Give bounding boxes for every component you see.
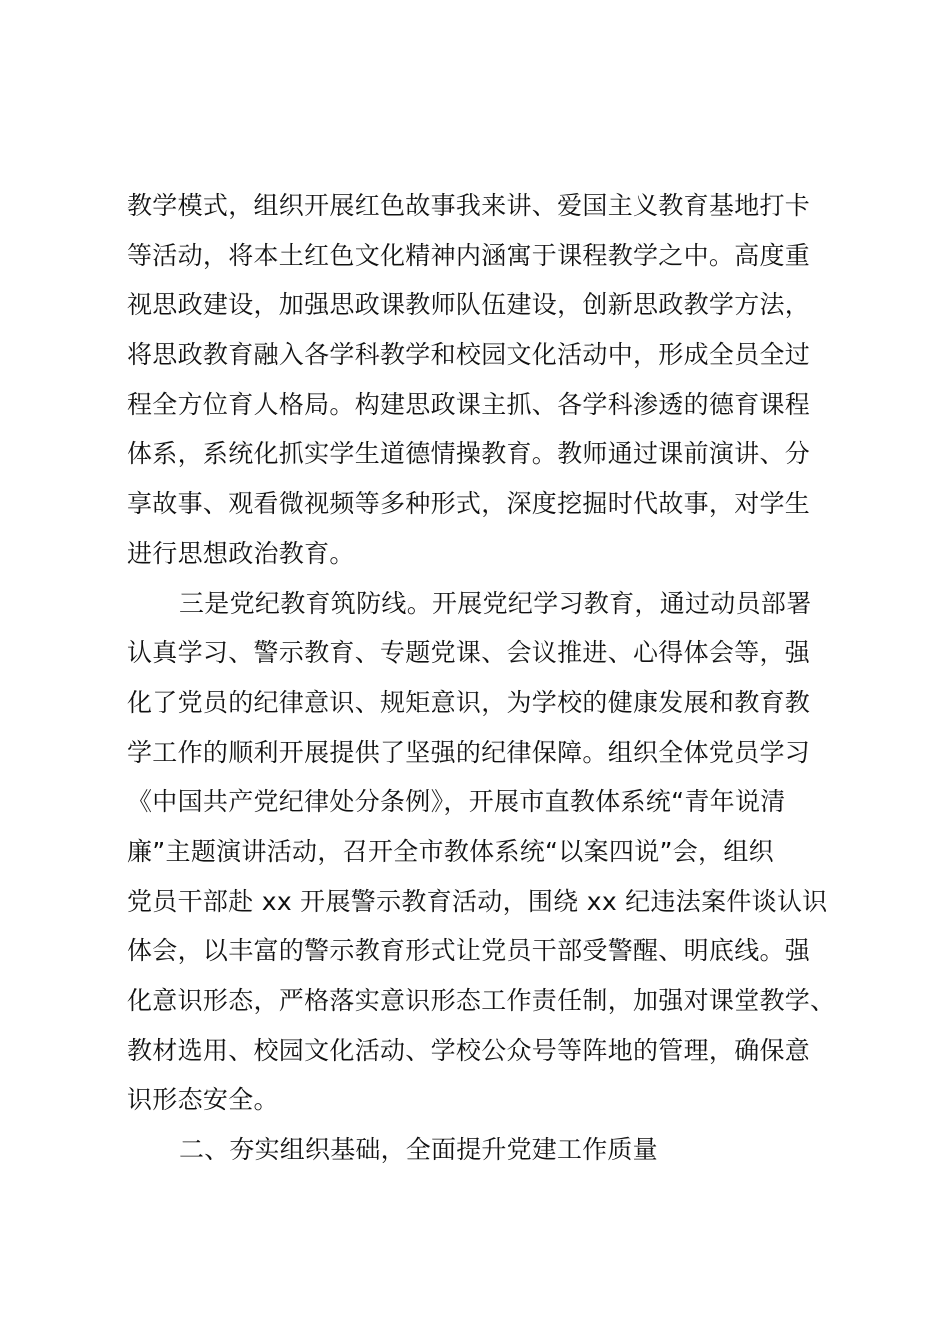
- text-line: 进行思想政治教育。: [127, 538, 355, 568]
- text-line: 三是党纪教育筑防线。开展党纪学习教育，通过动员部署: [179, 588, 812, 618]
- text-line: 化了党员的纪律意识、规矩意识，为学校的健康发展和教育教: [127, 687, 811, 717]
- text-line: 程全方位育人格局。构建思政课主抓、各学科渗透的德育课程: [127, 389, 811, 419]
- text-line: 等活动，将本土红色文化精神内涵寓于课程教学之中。高度重: [127, 240, 811, 270]
- text-line: 视思政建设，加强思政课教师队伍建设，创新思政教学方法，: [127, 290, 811, 320]
- section-heading: [127, 1125, 832, 1175]
- text-line: 教学模式，组织开展红色故事我来讲、爱国主义教育基地打卡: [127, 191, 811, 220]
- paragraph-continuation: [127, 181, 832, 579]
- text-line: 党员干部赴 xx 开展警示教育活动，围绕 xx 纪违法案件谈认识: [127, 886, 828, 916]
- text-line: 教材选用、校园文化活动、学校公众号等阵地的管理，确保意: [127, 1035, 811, 1065]
- section-heading-text: 二、夯实组织基础，全面提升党建工作质量: [179, 1135, 658, 1165]
- text-line: 享故事、观看微视频等多种形式，深度挖掘时代故事，对学生: [127, 489, 811, 519]
- text-line: 廉”主题演讲活动，召开全市教体系统“以案四说”会，组织: [127, 836, 774, 866]
- text-line: 体会，以丰富的警示教育形式让党员干部受警醒、明底线。强: [127, 936, 811, 966]
- text-line: 认真学习、警示教育、专题党课、会议推进、心得体会等，强: [127, 638, 811, 668]
- text-line: 化意识形态，严格落实意识形态工作责任制，加强对课堂教学、: [127, 986, 836, 1015]
- text-line: 将思政教育融入各学科教学和校园文化活动中，形成全员全过: [127, 340, 811, 370]
- text-line: 学工作的顺利开展提供了坚强的纪律保障。组织全体党员学习: [127, 737, 811, 767]
- document-body: [127, 181, 836, 1175]
- paragraph-party-discipline: [127, 579, 836, 1126]
- text-line: 《中国共产党纪律处分条例》，开展市直教体系统“青年说清: [127, 787, 786, 817]
- text-line: 体系，系统化抓实学生道德情操教育。教师通过课前演讲、分: [127, 439, 811, 469]
- text-line: 识形态安全。: [127, 1085, 279, 1115]
